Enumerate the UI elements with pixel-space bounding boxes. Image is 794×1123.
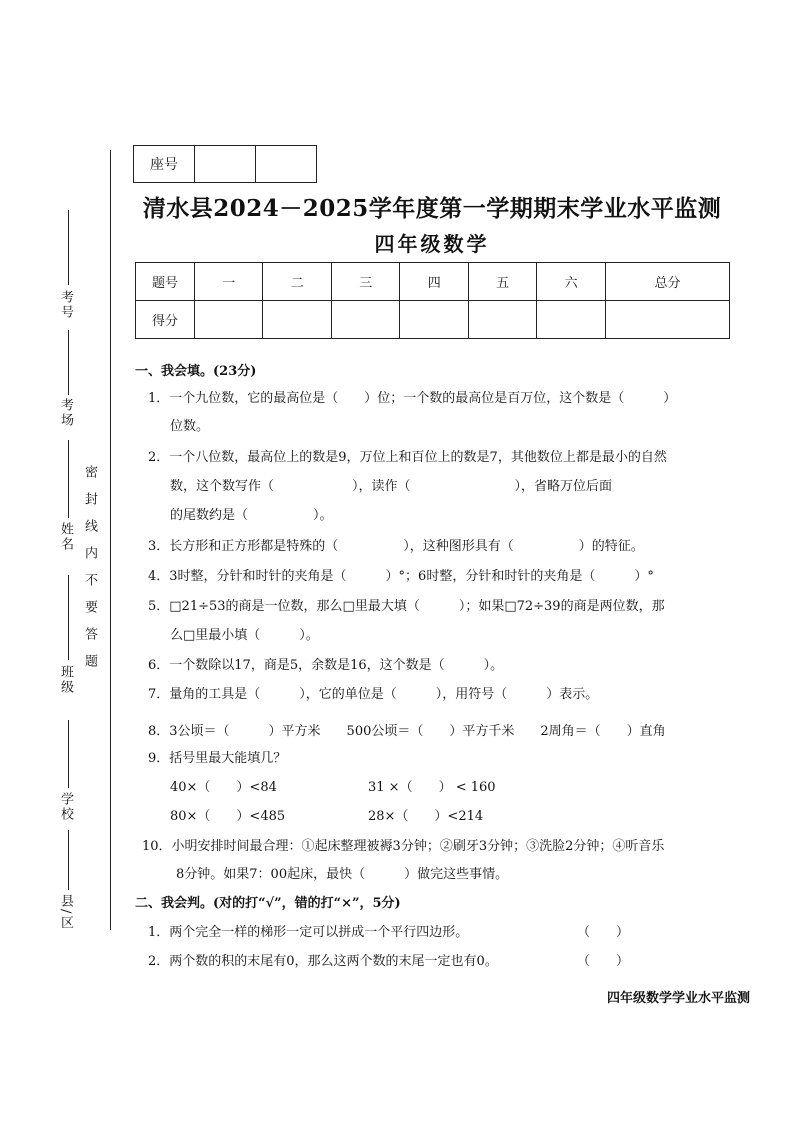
score-header: 总分 — [605, 263, 729, 301]
page-subtitle: 四年级数学 — [374, 232, 490, 256]
exam-no-label: 考号 — [58, 290, 73, 320]
judge-item-text: 1．两个完全一样的梯形一定可以拼成一个平行四边形。 — [148, 925, 469, 940]
seat-cell[interactable] — [195, 146, 256, 183]
score-header: 四 — [400, 263, 468, 301]
question-line: 6．一个数除以17，商是5，余数是16，这个数是（ ）。 — [148, 658, 504, 673]
footer-text: 四年级数学学业水平监测 — [607, 991, 751, 1006]
class-blank[interactable] — [68, 575, 69, 660]
seat-number-table — [133, 145, 317, 183]
question-line: 4．3时整，分针和时针的夹角是（ ）°；6时整，分针和时针的夹角是（ ）° — [148, 569, 654, 584]
question-line: 数，这个数写作（ ），读作（ ），省略万位后面 — [170, 479, 613, 494]
question-line: 3．长方形和正方形都是特殊的（ ），这种图形具有（ ）的特征。 — [148, 539, 644, 554]
score-table — [135, 262, 730, 339]
name-label: 姓名 — [58, 522, 73, 552]
exam-room-label: 考场 — [58, 398, 73, 428]
question-line: 8分钟。如果7：00起床，最快（ ）做完这些事情。 — [176, 867, 509, 882]
question-line: 80×（ ）<485 — [170, 809, 286, 824]
seal-line-notice: 密封线内不要答题 — [82, 465, 97, 681]
school-blank[interactable] — [68, 720, 69, 788]
score-cell[interactable] — [331, 301, 399, 339]
score-row-label: 得分 — [136, 301, 195, 339]
section1-heading: 一、我会填。(23分) — [135, 364, 257, 379]
score-header: 六 — [537, 263, 605, 301]
score-header: 三 — [331, 263, 399, 301]
section2-heading: 二、我会判。(对的打“√”，错的打“×”，5分) — [135, 896, 401, 911]
question-line: 7．量角的工具是（ ），它的单位是（ ），用符号（ ）表示。 — [148, 687, 599, 702]
question-line: 40×（ ）<84 — [170, 780, 277, 795]
score-header: 二 — [263, 263, 331, 301]
score-row-label: 题号 — [136, 263, 195, 301]
score-cell[interactable] — [195, 301, 263, 339]
score-cell[interactable] — [537, 301, 605, 339]
judge-item-text: 2．两个数的积的末尾有0，那么这两个数的末尾一定也有0。 — [148, 954, 498, 969]
score-cell[interactable] — [468, 301, 536, 339]
question-line: 9．括号里最大能填几？ — [148, 751, 287, 766]
judge-item-bracket[interactable]: （ ） — [577, 925, 630, 940]
question-line: 1．一个九位数，它的最高位是（ ）位；一个数的最高位是百万位，这个数是（ ） — [148, 391, 677, 406]
judge-item-bracket[interactable]: （ ） — [577, 954, 630, 969]
exam-room-blank[interactable] — [68, 330, 69, 395]
question-line: 2．一个八位数，最高位上的数是9，万位上和百位上的数是7，其他数位上都是最小的自然 — [148, 450, 667, 465]
score-header: 五 — [468, 263, 536, 301]
seat-cell[interactable] — [256, 146, 317, 183]
question-line: 10．小明安排时间最合理：①起床整理被褥3分钟；②刷牙3分钟；③洗脸2分钟；④听音乐 — [142, 839, 665, 854]
question-line: 5．□21÷53的商是一位数，那么□里最大填（ ）；如果□72÷39的商是两位数，那 — [148, 599, 665, 614]
binding-line — [110, 150, 111, 930]
class-label: 班级 — [58, 665, 73, 695]
score-cell[interactable] — [400, 301, 468, 339]
exam-no-blank[interactable] — [68, 210, 69, 285]
score-cell[interactable] — [263, 301, 331, 339]
score-cell[interactable] — [605, 301, 729, 339]
name-blank[interactable] — [68, 440, 69, 518]
question-line: 的尾数约是（ ）。 — [170, 508, 333, 523]
question-line: 么□里最小填（ ）。 — [170, 628, 319, 643]
district-label: 县/区 — [58, 894, 73, 931]
question-line: 31 ×（ ） < 160 — [368, 780, 496, 795]
question-line: 8．3公顷＝（ ）平方米 500公顷＝（ ）平方千米 2周角＝（ ）直角 — [148, 724, 666, 739]
school-label: 学校 — [58, 792, 73, 822]
page-title: 清水县2024－2025学年度第一学期期末学业水平监测 — [142, 195, 722, 222]
question-line: 位数。 — [170, 419, 210, 434]
district-blank[interactable] — [68, 830, 69, 890]
question-line: 28×（ ）<214 — [368, 809, 484, 824]
seat-label: 座号 — [134, 146, 195, 183]
score-header: 一 — [195, 263, 263, 301]
